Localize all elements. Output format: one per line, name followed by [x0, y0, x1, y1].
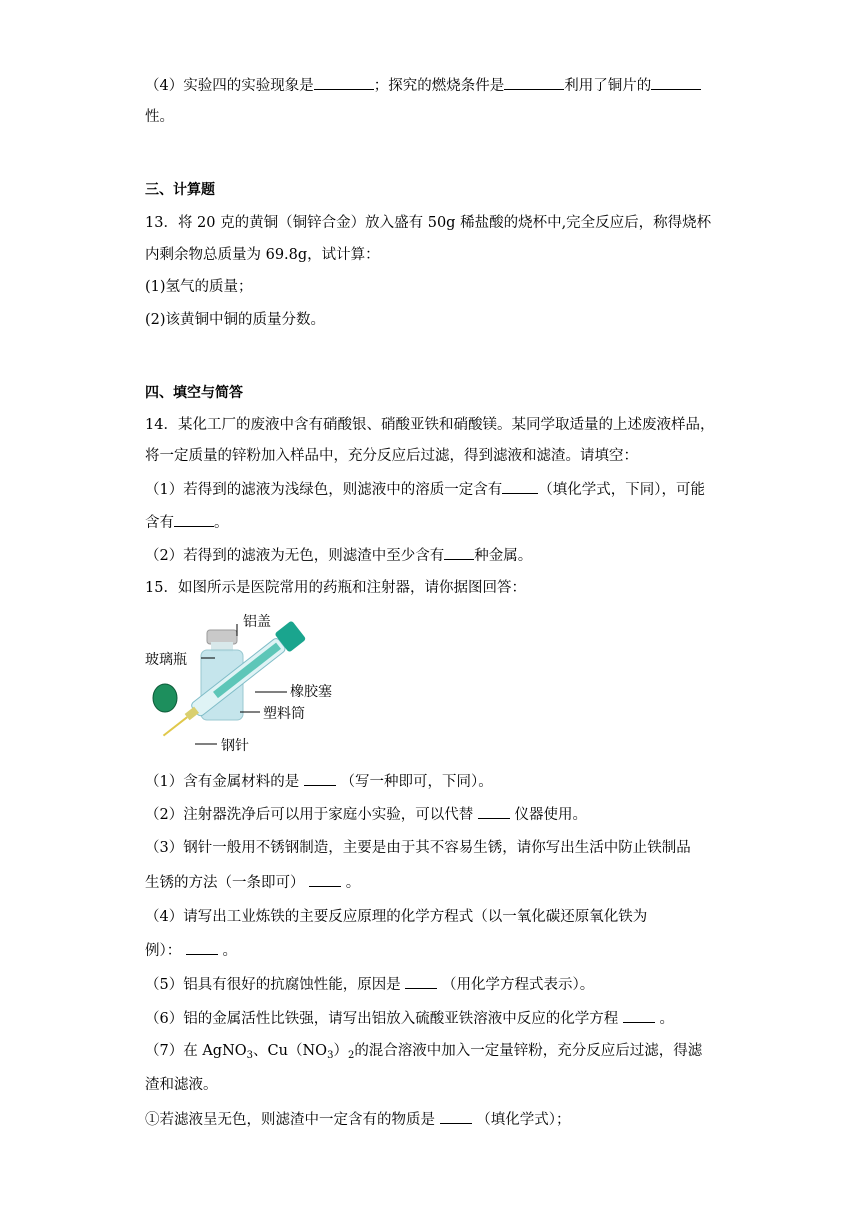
subscript: 2: [347, 1050, 355, 1061]
q15-item6-text-a: （6）铝的金属活性比铁强，请写出铝放入硫酸亚铁溶液中反应的化学方程: [145, 1011, 619, 1027]
q14-item2-text-a: （2）若得到的滤液为无色，则滤渣中至少含有: [145, 548, 445, 564]
aluminum-cap-shape: [207, 630, 237, 644]
q12-item4-text-b: ；探究的燃烧条件是: [373, 78, 505, 94]
q15-item6: [145, 1008, 674, 1029]
q14-item1-text-a: （1）若得到的滤液为浅绿色，则滤液中的溶质一定含有: [145, 482, 503, 498]
q15-item7-line2: 渣和滤液。: [145, 1077, 218, 1093]
label-plastic-tube: 塑料筒: [263, 706, 305, 722]
q15-item4-text-a: 例）：: [145, 943, 182, 959]
q15-item5-text-b: （用化学方程式表示）。: [441, 977, 595, 993]
q13-sub2: (2)该黄铜中铜的质量分数。: [145, 312, 326, 328]
answer-blank[interactable]: [309, 872, 341, 887]
steel-needle-shape: [163, 717, 187, 735]
answer-blank[interactable]: [440, 1109, 472, 1124]
q15-item3-line1: （3）钢针一般用不锈钢制造，主要是由于其不容易生锈，请你写出生活中防止铁制品: [145, 840, 691, 856]
q13-line1: 13．将 20 克的黄铜（铜锌合金）放入盛有 50g 稀盐酸的烧杯中,完全反应后，称得烧杯: [145, 215, 712, 231]
q13-line2: 内剩余物总质量为 69.8g，试计算：: [145, 247, 380, 263]
q15-item3-text-b: 。: [345, 875, 361, 891]
q15-item1: [145, 771, 493, 792]
answer-blank[interactable]: [174, 512, 214, 527]
answer-blank[interactable]: [478, 804, 510, 819]
q15-item3-text-a: 生锈的方法（一条即可）: [145, 875, 305, 891]
q15-line1: 15．如图所示是医院常用的药瓶和注射器，请你据图回答：: [145, 580, 526, 596]
q15-item7-sub-text-b: （填化学式）；: [476, 1112, 571, 1128]
q14-item2: [145, 545, 532, 566]
label-glass-bottle: 玻璃瓶: [145, 652, 187, 668]
q14-item1-line2: [145, 512, 229, 533]
answer-blank[interactable]: [651, 75, 701, 90]
q12-item4-line1: [145, 75, 701, 96]
label-rubber-stopper: 橡胶塞: [290, 684, 332, 700]
q15-item7-line1: [145, 1041, 702, 1061]
label-aluminum-cap: 铝盖: [243, 614, 271, 630]
green-cap-shape: [153, 684, 177, 712]
q12-item4-text-d: 性。: [145, 109, 174, 125]
q15-item2: [145, 804, 587, 825]
q12-item4-text-a: （4）实验四的实验现象是: [145, 78, 314, 94]
answer-blank[interactable]: [623, 1008, 655, 1023]
q15-item1-text-b: （写一种即可，下同）。: [340, 774, 493, 790]
q15-item7-sub-text-a: ①若滤液呈无色，则滤渣中一定含有的物质是: [145, 1112, 435, 1128]
q15-item4-line1: （4）请写出工业炼铁的主要反应原理的化学方程式（以一氧化碳还原氧化铁为: [145, 909, 648, 925]
q15-item5-text-a: （5）铝具有很好的抗腐蚀性能，原因是: [145, 977, 401, 993]
q12-item4-text-c: 利用了铜片的: [564, 78, 652, 94]
q12-item4-line2: [145, 107, 174, 127]
answer-blank[interactable]: [444, 545, 474, 560]
q15-item4-line2: [145, 940, 237, 961]
subscript: 3: [327, 1050, 334, 1061]
vial-syringe-figure: [145, 606, 345, 756]
q15-item2-text-a: （2）注射器洗净后可以用于家庭小实验，可以代替: [145, 807, 474, 823]
q15-item5: [145, 974, 594, 995]
q15-item1-text-a: （1）含有金属材料的是: [145, 774, 300, 790]
answer-blank[interactable]: [405, 974, 437, 989]
answer-blank[interactable]: [304, 771, 336, 786]
q15-item7-sub1: [145, 1109, 570, 1130]
q13-sub1: (1)氢气的质量；: [145, 279, 253, 295]
q14-item1-text-c: 含有: [145, 515, 174, 531]
q15-item7-text-c: ）: [333, 1043, 348, 1059]
q15-item3-line2: [145, 872, 360, 893]
q15-item7-text-d: 的混合溶液中加入一定量锌粉，充分反应后过滤，得滤: [354, 1043, 703, 1059]
subscript: 3: [246, 1050, 254, 1061]
q15-item2-text-b: 仪器使用。: [514, 807, 587, 823]
q14-item1-line1: [145, 479, 705, 500]
answer-blank[interactable]: [502, 479, 538, 494]
q15-item7-text-b: 、Cu（NO: [253, 1043, 328, 1059]
q14-line2: 将一定质量的锌粉加入样品中，充分反应后过滤，得到滤液和滤渣。请填空：: [145, 448, 638, 464]
q14-item2-text-b: 种金属。: [474, 548, 533, 564]
label-steel-needle: 钢针: [221, 738, 249, 754]
answer-blank[interactable]: [186, 940, 218, 955]
q14-item1-text-d: 。: [214, 515, 229, 531]
q14-line1: 14．某化工厂的废液中含有硝酸银、硝酸亚铁和硝酸镁。某同学取适量的上述废液样品，: [145, 417, 715, 433]
section-heading-calc: 三、计算题: [145, 182, 215, 198]
q15-item6-text-b: 。: [659, 1011, 674, 1027]
q15-item7-text-a: （7）在 AgNO: [145, 1043, 247, 1059]
section-heading-fill: 四、填空与简答: [145, 385, 243, 401]
q14-item1-text-b: （填化学式，下同），可能: [538, 482, 705, 498]
answer-blank[interactable]: [504, 75, 564, 90]
answer-blank[interactable]: [314, 75, 374, 90]
q15-item4-text-b: 。: [222, 943, 237, 959]
